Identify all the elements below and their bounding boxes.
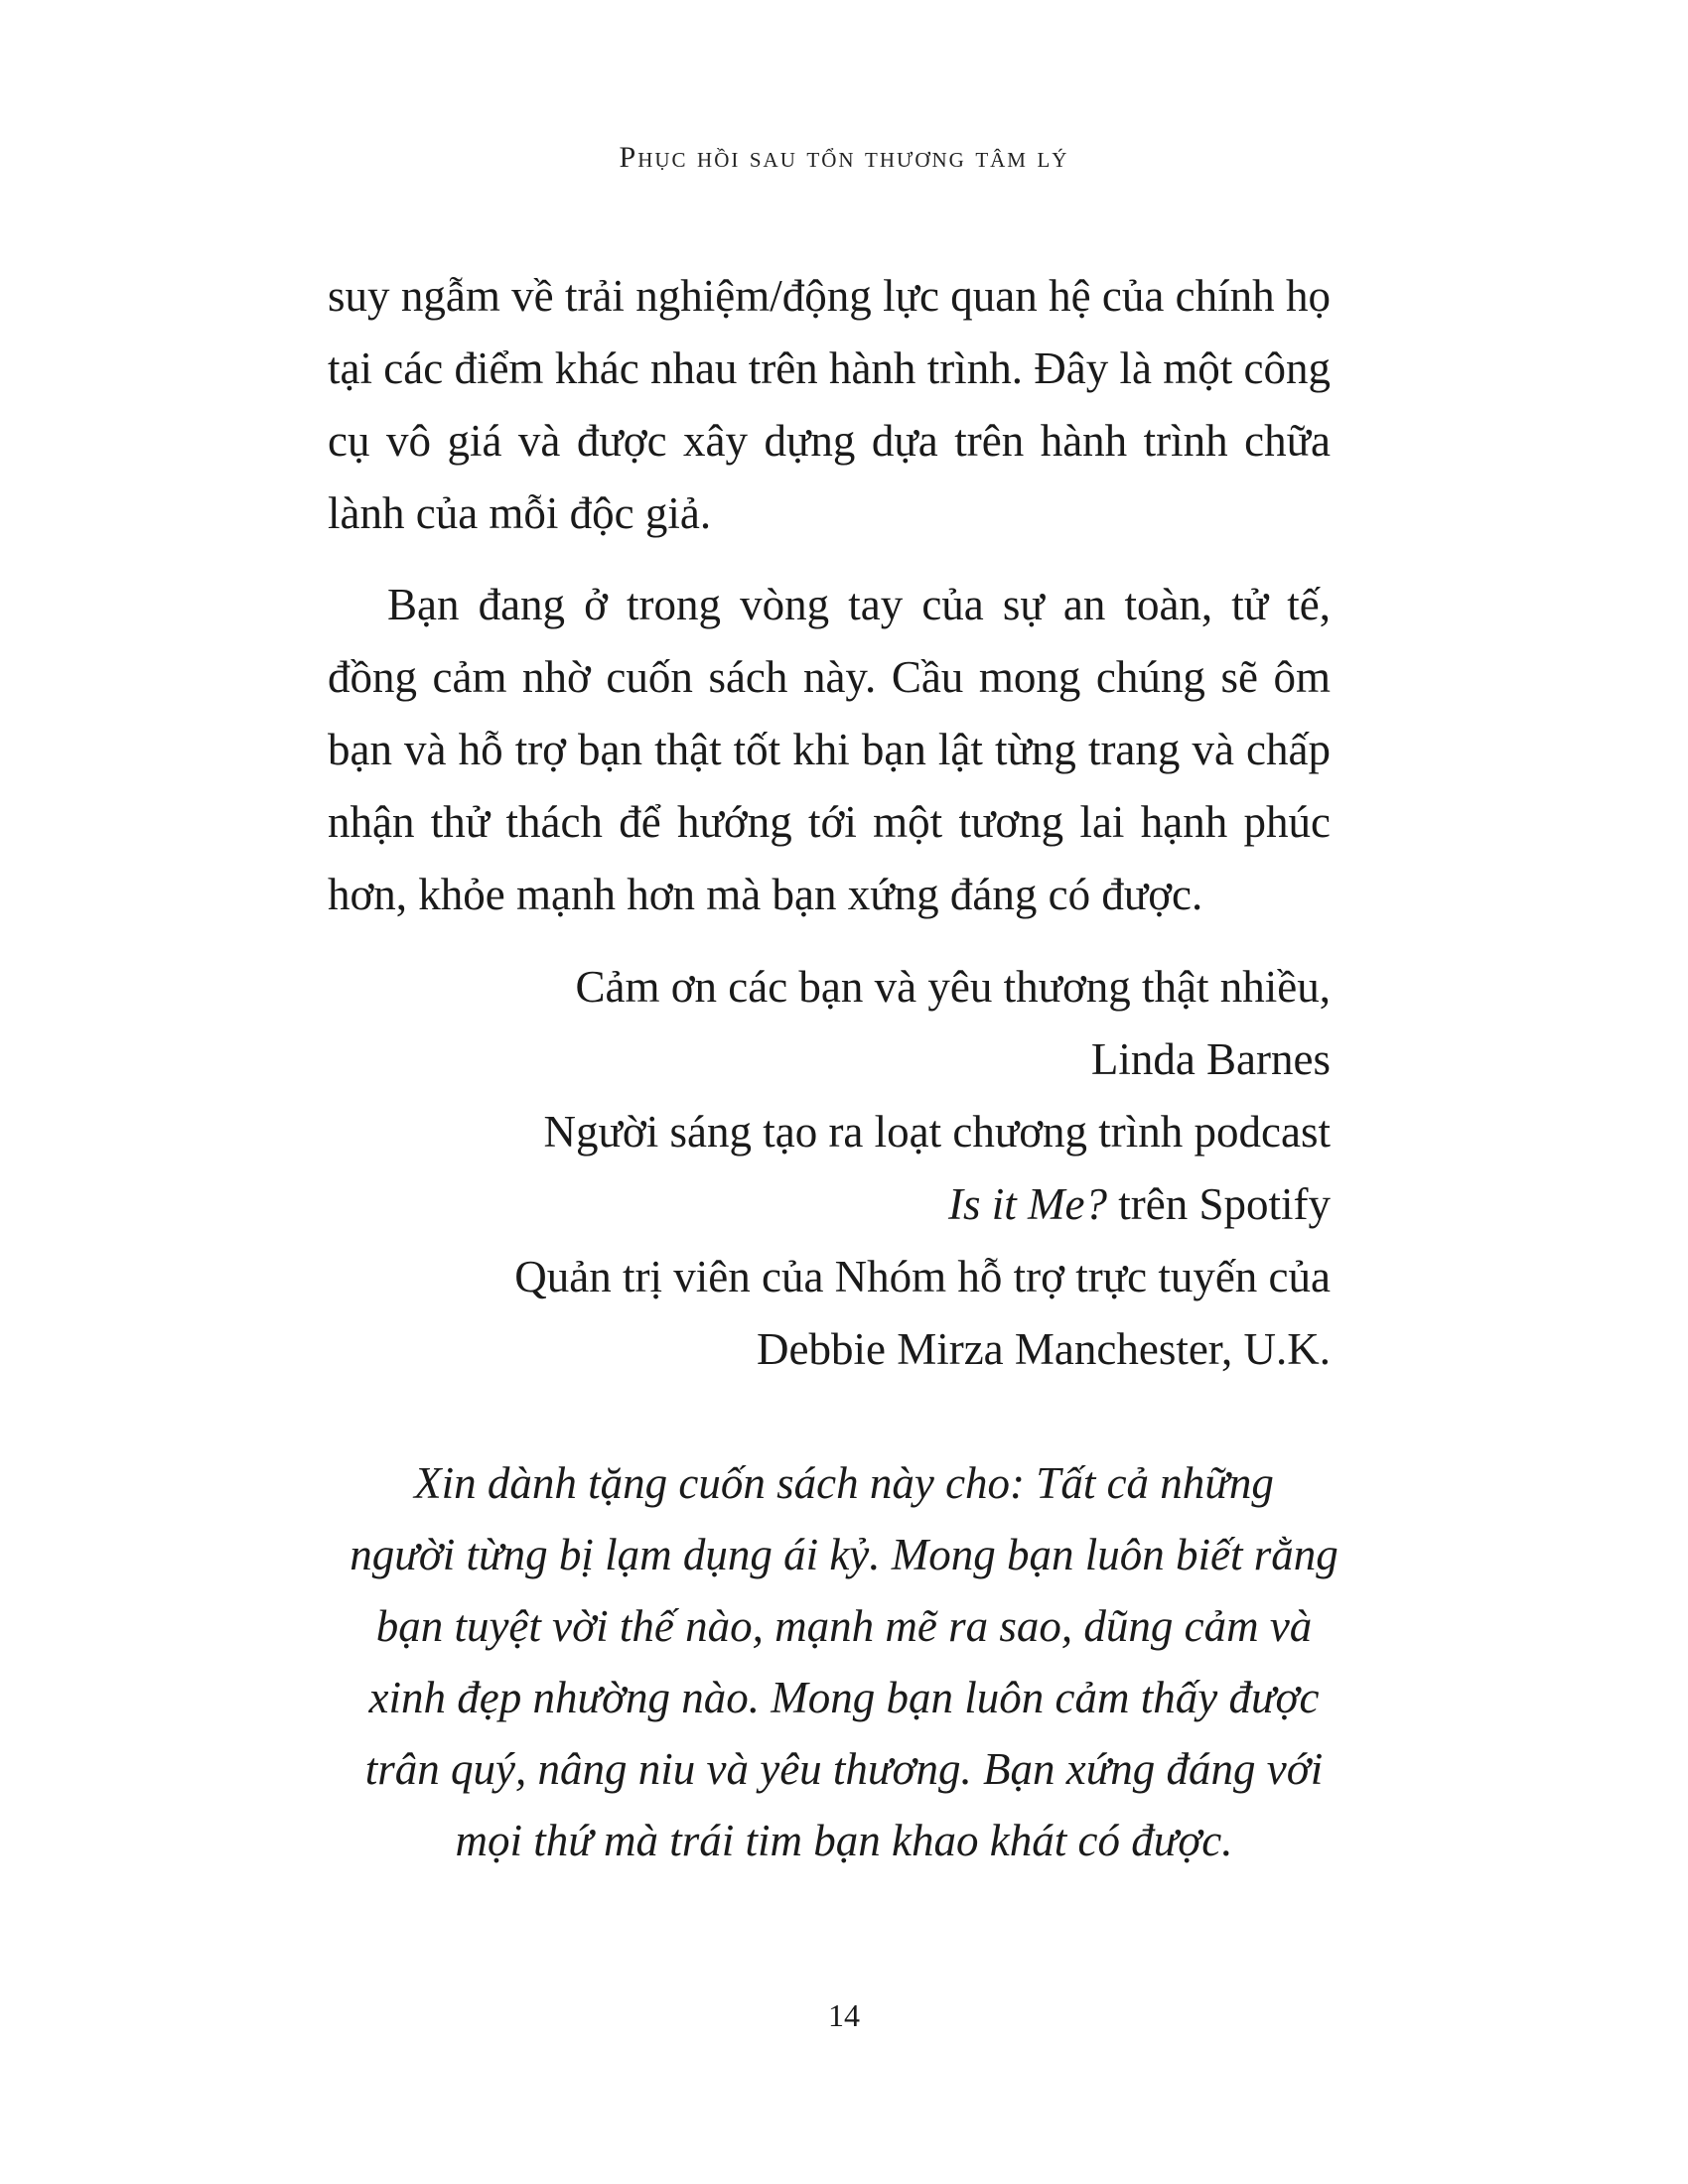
signature-role-4: Debbie Mirza Manchester, U.K.	[757, 1324, 1331, 1374]
body-text-block-1	[328, 260, 1331, 550]
signature-role-3: Quản trị viên của Nhóm hỗ trợ trực tuyến của	[514, 1252, 1331, 1301]
dedication-line-4: xinh đẹp nhường nào. Mong bạn luôn cảm thấy được	[368, 1673, 1320, 1722]
dedication-line-2: người từng bị lạm dụng ái kỷ. Mong bạn luôn biết rằng	[350, 1530, 1338, 1579]
body-paragraph-2: Bạn đang ở trong vòng tay của sự an toàn, tử tế, đồng cảm nhờ cuốn sách này. Cầu mong chúng sẽ ôm bạn và hỗ trợ bạn thật tốt khi bạn lật từng trang và chấp nhận thử thách để hướng tới một tương lai hạnh phúc hơn, khỏe mạnh hơn mà bạn xứng đáng có được.	[328, 580, 1331, 919]
signature-closing: Cảm ơn các bạn và yêu thương thật nhiều,	[575, 962, 1331, 1012]
body-paragraph-1: suy ngẫm về trải nghiệm/động lực quan hệ của chính họ tại các điểm khác nhau trên hành trình. Đây là một công cụ vô giá và được xây dựng dựa trên hành trình chữa lành của mỗi độc giả.	[328, 271, 1331, 538]
signature-block	[514, 951, 1331, 1386]
running-header: Phục hồi sau tổn thương tâm lý	[619, 141, 1069, 174]
dedication-line-6: mọi thứ mà trái tim bạn khao khát có được.	[455, 1816, 1233, 1865]
podcast-platform: trên Spotify	[1107, 1179, 1331, 1229]
signature-name: Linda Barnes	[1090, 1034, 1331, 1084]
signature-role-1: Người sáng tạo ra loạt chương trình podcast	[543, 1107, 1331, 1157]
dedication-line-5: trân quý, nâng niu và yêu thương. Bạn xứng đáng với	[364, 1744, 1324, 1794]
body-text-block-2	[328, 569, 1331, 931]
signature-role-2	[514, 1168, 1331, 1241]
dedication-line-3: bạn tuyệt vời thế nào, mạnh mẽ ra sao, dũng cảm và	[375, 1601, 1313, 1651]
page-number: 14	[828, 1997, 860, 2033]
dedication-line-1: Xin dành tặng cuốn sách này cho: Tất cả những	[414, 1458, 1274, 1508]
podcast-title: Is it Me?	[948, 1179, 1108, 1229]
dedication	[298, 1447, 1390, 1876]
